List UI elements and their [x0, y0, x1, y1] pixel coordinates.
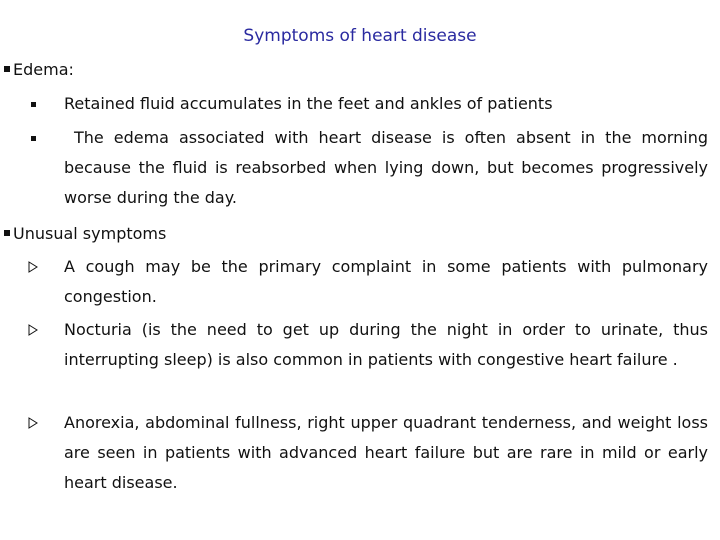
square-bullet-icon: [31, 136, 36, 141]
list-item-text: Anorexia, abdominal fullness, right upper quadrant tenderness, and weight loss are seen in patients with advanced heart failure but are rare in mild or early heart disease.: [64, 413, 708, 492]
arrow-bullet-icon: [28, 408, 38, 450]
list-item: [28, 315, 708, 375]
slide-title: Symptoms of heart disease: [243, 26, 477, 46]
list-item-text: A cough may be the primary complaint in some patients with pulmonary congestion.: [64, 257, 708, 306]
arrow-bullet-icon: [28, 252, 38, 294]
section-heading-edema: Edema:: [4, 60, 74, 79]
square-bullet-icon: [31, 102, 36, 107]
list-item: [28, 89, 708, 119]
square-bullet-icon: [4, 230, 10, 236]
list-item: [28, 123, 714, 213]
list-item-text: Retained fluid accumulates in the feet and ankles of patients: [64, 94, 553, 113]
square-bullet-icon: [4, 66, 10, 72]
list-item-text: Nocturia (is the need to get up during the night in order to urinate, thus interrupting sleep) is also common in patients with congestive heart failure .: [64, 320, 708, 369]
section-heading-unusual-symptoms: Unusual symptoms: [4, 224, 166, 243]
arrow-bullet-icon: [28, 315, 38, 357]
list-item-text: The edema associated with heart disease is often absent in the morning because the fluid is reabsorbed when lying down, but becomes progressively worse during the day.: [64, 128, 714, 207]
list-item: [28, 252, 708, 312]
list-item: [28, 408, 708, 498]
